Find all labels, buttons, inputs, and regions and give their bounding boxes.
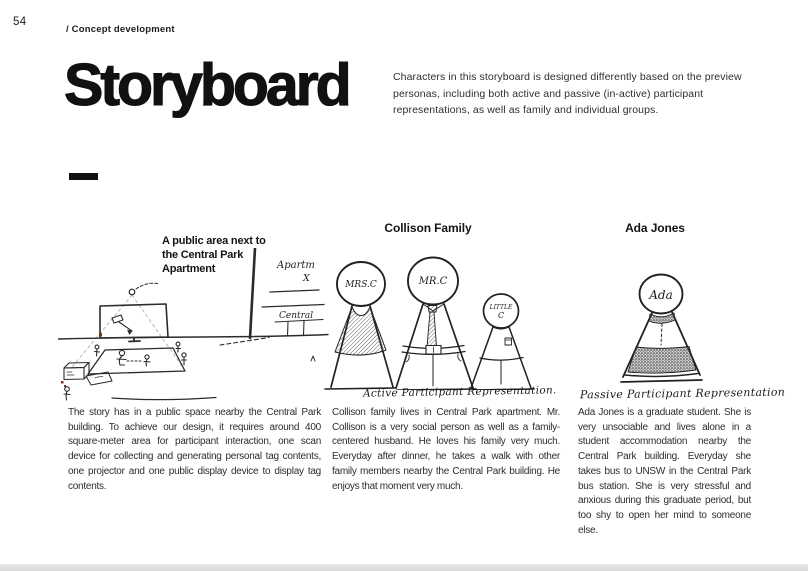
display-screen bbox=[100, 304, 168, 342]
ada-heading: Ada Jones bbox=[625, 221, 685, 235]
little-c-label: C bbox=[497, 311, 505, 320]
page-number: 54 bbox=[13, 16, 27, 28]
red-mark bbox=[99, 333, 102, 337]
central-label: Central bbox=[279, 311, 314, 321]
mr-c-label: MR.C bbox=[418, 276, 448, 287]
little-c-label: LITTLE bbox=[489, 304, 513, 311]
family-heading: Collison Family bbox=[384, 221, 472, 235]
apartment-label: Apartm bbox=[277, 260, 315, 271]
building-outline bbox=[220, 290, 324, 361]
projector-lamp-icon bbox=[129, 283, 159, 295]
family-description: Collison family lives in Central Park apartment. Mr. Collison is a very social person as well as a family-centered husband. He loves his family very much. Everyday after dinner, he takes a walk with other family members nearby the Central Park building. He enjoys that moment very much. bbox=[332, 407, 560, 492]
ada-description: Ada Jones is a graduate student. She is very unsociable and lives alone in a student accommodation nearby the Central Park building. Everyday she takes bus to UNSW in the Central Park bus station. She is very stressful and anxious during this graduate period, but too shy to open her mind to someone else. bbox=[578, 407, 751, 536]
mrs-c-label: MRS.C bbox=[345, 280, 377, 290]
scene-description: The story has in a public space nearby the Central Park building. To achieve our design, it requires around 400 square-meter area for participant interaction, one scan device for collecting and generating personal tag contents, one projector and one public display device to display tag contents. bbox=[68, 407, 321, 492]
ada-label: Ada bbox=[649, 288, 673, 302]
ground-stroke bbox=[112, 398, 216, 400]
collison-family-sketch bbox=[323, 254, 565, 390]
scene-caption: A public area next to the Central Park Apartment bbox=[162, 235, 266, 275]
family-handwritten-caption: Active Participant Representation. bbox=[362, 384, 557, 400]
page-title: Storyboard bbox=[64, 52, 349, 118]
street-pole bbox=[250, 248, 255, 338]
title-dash bbox=[69, 173, 98, 180]
page-bottom-shadow bbox=[0, 564, 808, 571]
ada-handwritten-caption: Passive Participant Representation bbox=[579, 385, 786, 402]
breadcrumb: / Concept development bbox=[66, 24, 175, 35]
public-area-sketch bbox=[58, 248, 330, 410]
intro-paragraph: Characters in this storyboard is designed differently based on the preview personas, including both active and passive (in-active) participant representations, as well as family and individual groups. bbox=[393, 71, 742, 116]
red-mark bbox=[61, 381, 64, 384]
ada-jones-sketch bbox=[603, 263, 738, 385]
x-mark-label: X bbox=[303, 273, 310, 284]
